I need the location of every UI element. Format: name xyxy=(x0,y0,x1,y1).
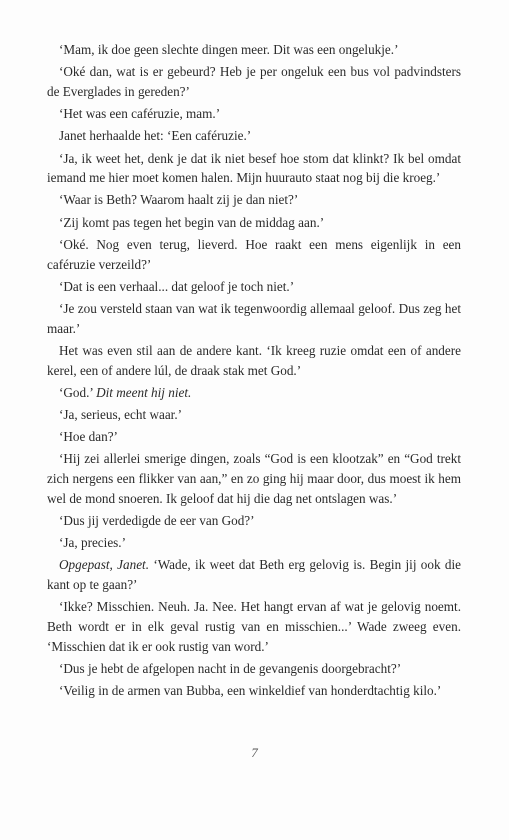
paragraph-21 xyxy=(47,681,461,701)
paragraph-text: ‘Wade, ik weet dat Beth erg gelovig is. Begin jij ook die kant op te gaan?’ xyxy=(47,557,462,593)
paragraph-17 xyxy=(47,533,461,553)
paragraph-text: ‘Ikke? Misschien. Neuh. Ja. Nee. Het hangt ervan af wat je gelovig noemt. Beth wordt er in elk geval rustig van en misschien...’ Wade zweeg even. ‘Misschien dat ik er ook rustig van word.’ xyxy=(47,599,461,654)
paragraph-14 xyxy=(47,427,461,447)
paragraph-text: ‘Veilig in de armen van Bubba, een winkeldief van honderdtachtig kilo.’ xyxy=(59,683,442,699)
paragraph-4 xyxy=(47,126,461,146)
paragraph-6 xyxy=(47,190,461,210)
paragraph-text: ‘Mam, ik doe geen slechte dingen meer. Dit was een ongelukje.’ xyxy=(59,42,399,57)
paragraph-text: ‘Je zou versteld staan van wat ik tegenwoordig allemaal geloof. Dus zeg het maar.’ xyxy=(47,300,461,336)
paragraph-text: Janet herhaalde het: ‘Een caféruzie.’ xyxy=(59,128,252,144)
paragraph-12 xyxy=(47,383,461,403)
paragraph-9 xyxy=(47,277,461,297)
paragraph-3 xyxy=(47,104,461,124)
paragraph-text: ‘Ja, ik weet het, denk je dat ik niet besef hoe stom dat klinkt? Ik bel omdat iemand me hier moet komen halen. Mijn huurauto staat nog bij die kroeg.’ xyxy=(47,150,461,186)
paragraph-13 xyxy=(47,405,461,425)
paragraph-18 xyxy=(47,555,461,594)
paragraph-8 xyxy=(47,235,461,274)
paragraph-text: ‘Het was een caféruzie, mam.’ xyxy=(59,106,221,122)
paragraph-text: ‘Ja, serieus, echt waar.’ xyxy=(59,406,183,422)
paragraph-text: ‘Hij zei allerlei smerige dingen, zoals “God is een klootzak” en “God trekt zich nergens een flikker van aan,” en zo ging hij maar door, dus moest ik hem wel de mond snoeren. Ik geloof dat hij die dag net ontslagen was.’ xyxy=(47,451,461,506)
paragraph-italic-thought: Opgepast, Janet. xyxy=(59,557,150,573)
paragraph-text: ‘Dat is een verhaal... dat geloof je toch niet.’ xyxy=(59,278,295,294)
paragraph-text: ‘Oké dan, wat is er gebeurd? Heb je per ongeluk een bus vol padvindsters de Everglades in gereden?’ xyxy=(47,64,461,99)
paragraph-text: ‘Zij komt pas tegen het begin van de middag aan.’ xyxy=(59,214,325,230)
paragraph-16 xyxy=(47,511,461,531)
paragraph-11 xyxy=(47,341,461,380)
paragraph-text: ‘Oké. Nog even terug, lieverd. Hoe raakt een mens eigenlijk in een caféruzie verzeild?’ xyxy=(47,236,461,272)
paragraph-italic-thought: Dit meent hij niet. xyxy=(96,384,192,400)
paragraph-text: ‘Waar is Beth? Waarom haalt zij je dan niet?’ xyxy=(59,192,299,208)
paragraph-20 xyxy=(47,659,461,679)
paragraph-1 xyxy=(47,40,461,60)
page-number: 7 xyxy=(251,745,258,760)
paragraph-15 xyxy=(47,449,461,508)
paragraph-text: ‘Dus jij verdedigde de eer van God?’ xyxy=(59,512,255,528)
paragraph-2 xyxy=(47,62,461,101)
paragraph-text: ‘Ja, precies.’ xyxy=(59,535,126,551)
paragraph-5 xyxy=(47,149,461,188)
body-text xyxy=(47,40,461,703)
paragraph-text: ‘Hoe dan?’ xyxy=(59,429,118,445)
paragraph-7 xyxy=(47,213,461,233)
paragraph-10 xyxy=(47,299,461,338)
paragraph-19 xyxy=(47,597,461,656)
paragraph-text: ‘Dus je hebt de afgelopen nacht in de gevangenis doorgebracht?’ xyxy=(59,660,402,676)
paragraph-text: ‘God.’ xyxy=(59,384,93,400)
paragraph-text: Het was even stil aan de andere kant. ‘Ik kreeg ruzie omdat een of andere kerel, een of andere lúl, de draak stak met God.’ xyxy=(47,342,461,378)
